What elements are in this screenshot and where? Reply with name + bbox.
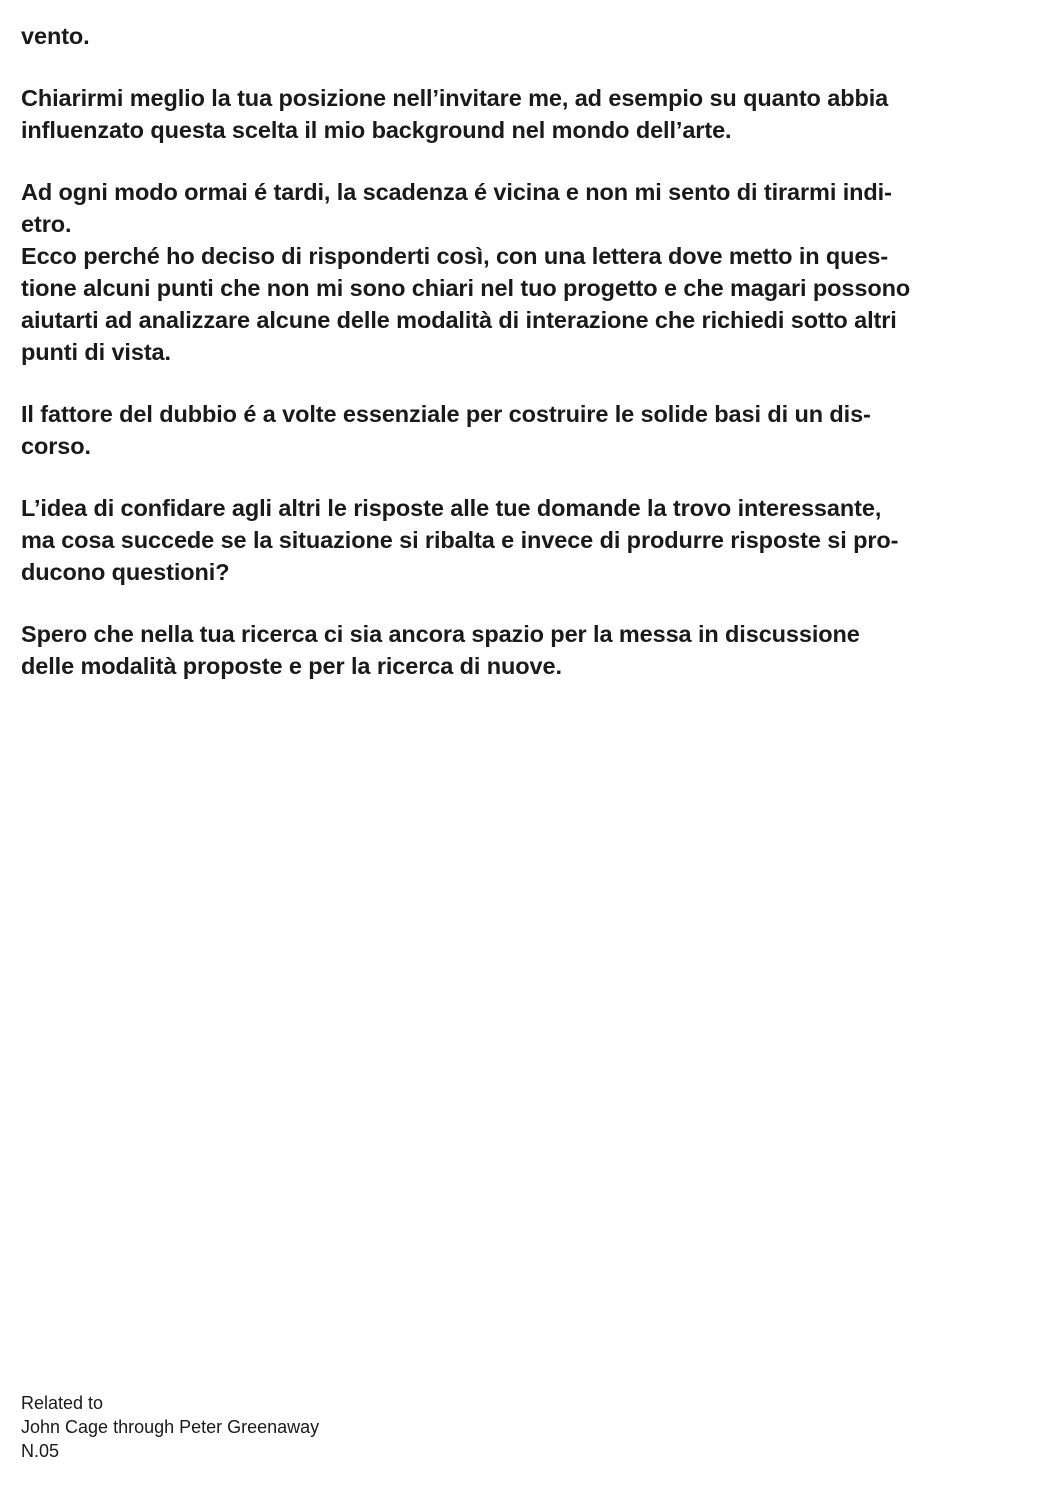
text-line: aiutarti ad analizzare alcune delle modalità di interazione che richiedi sotto altri [21, 307, 897, 333]
text-line: L’idea di confidare agli altri le risposte alle tue domande la trovo interessante, [21, 495, 882, 521]
text-line: delle modalità proposte e per la ricerca di nuove. [21, 653, 562, 679]
text-line: etro. [21, 211, 72, 237]
paragraph-5 [21, 492, 1031, 588]
text-line: Spero che nella tua ricerca ci sia ancora spazio per la messa in discussione [21, 621, 860, 647]
related-label: Related to [21, 1393, 104, 1413]
text-line: ma cosa succede se la situazione si ribalta e invece di produrre risposte si pro- [21, 527, 899, 553]
paragraph-2 [21, 82, 1031, 146]
text-line: tione alcuni punti che non mi sono chiari nel tuo progetto e che magari possono [21, 275, 911, 301]
text-line: Ad ogni modo ormai é tardi, la scadenza é vicina e non mi sento di tirarmi indi- [21, 179, 892, 205]
text-line: vento. [21, 23, 90, 49]
text-line: Il fattore del dubbio é a volte essenziale per costruire le solide basi di un dis- [21, 401, 871, 427]
page-footer [21, 1391, 621, 1463]
paragraph-1 [21, 20, 1031, 52]
paragraph-4 [21, 398, 1031, 462]
text-line: punti di vista. [21, 339, 171, 365]
text-line: corso. [21, 433, 91, 459]
text-line: Ecco perché ho deciso di risponderti così, con una lettera dove metto in ques- [21, 243, 889, 269]
letter-body [21, 20, 1031, 712]
text-line: influenzato questa scelta il mio background nel mondo dell’arte. [21, 117, 732, 143]
issue-number: N.05 [21, 1441, 60, 1461]
paragraph-3 [21, 176, 1031, 368]
reference-title: John Cage through Peter Greenaway [21, 1417, 320, 1437]
text-line: ducono questioni? [21, 559, 230, 585]
text-line: Chiarirmi meglio la tua posizione nell’invitare me, ad esempio su quanto abbia [21, 85, 889, 111]
paragraph-6 [21, 618, 1031, 682]
